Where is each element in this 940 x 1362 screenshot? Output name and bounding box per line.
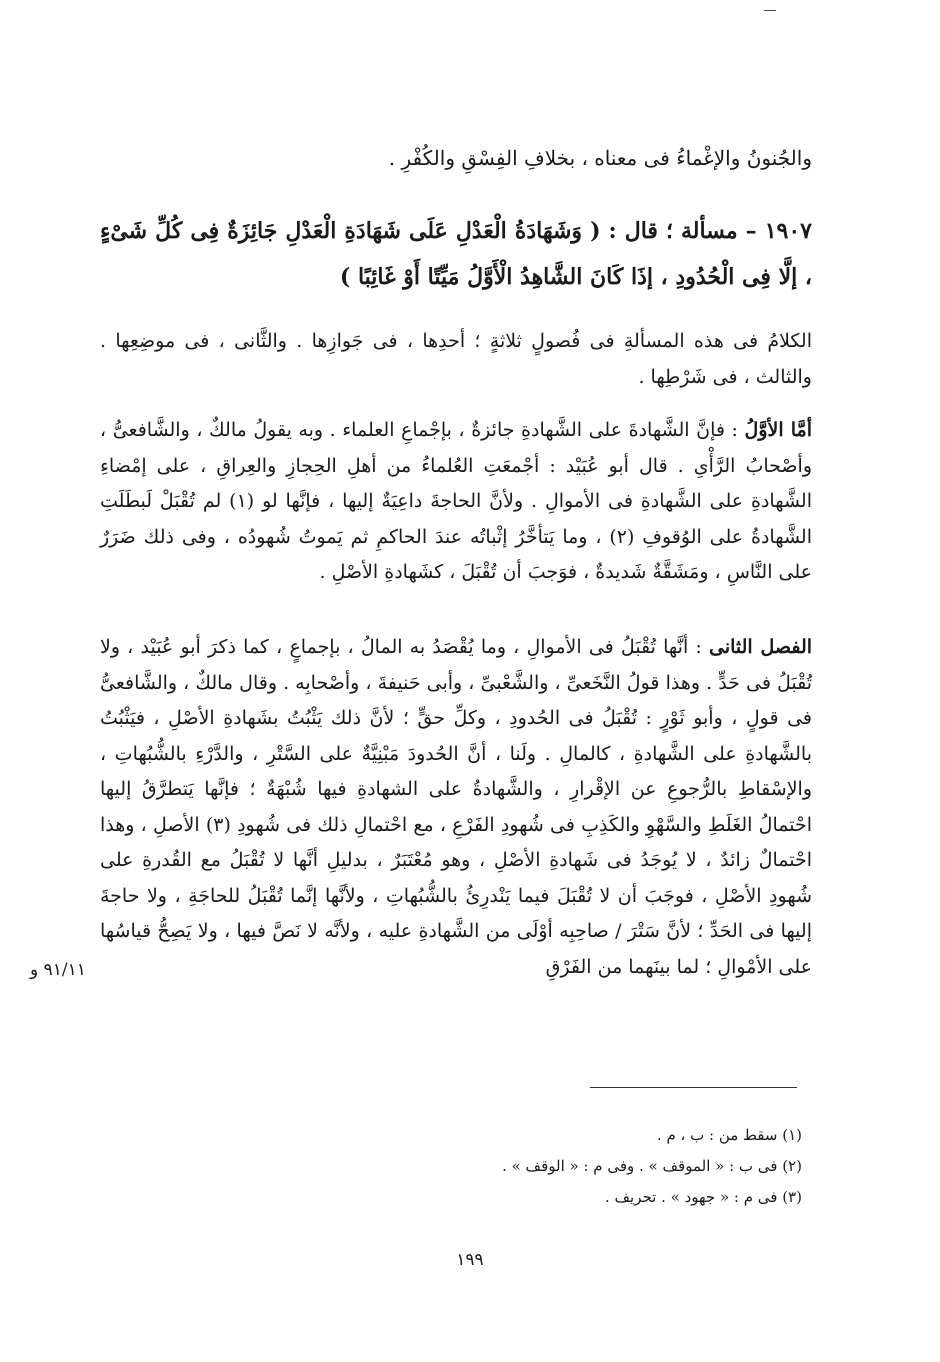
paragraph-intro-text: الكلامُ فى هذه المسألةِ فى فُصولٍ ثلاثةٍ ؛ أحدِها ، فى جَوازِها . والثَّانى ، فى موضِعِها . والثالث ، فى شَرْطِها . [100,330,812,388]
second-section-lead: الفصل الثانى [709,636,813,658]
paragraph-first-section [100,413,812,591]
margin-folio-note: ٩١/١١ و [30,960,86,980]
footnote-2: (٢) فى ب : « الموقف » . وفى م : « الوقف » . [502,1157,802,1175]
issue-text: وَشَهَادَةُ الْعَدْلِ عَلَى شَهَادَةِ الْعَدْلِ جَائِزَةٌ فِى كُلِّ شَىْءٍ ، إلَّا فِى الْحُدُودِ ، إذَا كَانَ الشَّاهِدُ الْأَوَّلُ مَيِّتًا أَوْ غَائِبًا [100,218,812,290]
first-section-text: : فإنَّ الشَّهادةَ على الشَّهادةِ جائزةٌ ، بإجْماعِ العلماء . وبه يقولُ مالكٌ ، والشَّافعىُّ ، وأصْحابُ الرَّأْىِ . قال أبو عُبَيْد : أجْمعَتِ العُلماءُ من أهلِ الحِجازِ والعِراقِ ، على إمْضاءِ الشَّهادةِ على الشَّهادةِ فى الأموالِ . ولأنَّ الحاجةَ داعِيَةٌ إليها ، فإنَّها لو (١) لم تُقْبَلْ لَبطَلَتِ الشَّهادةُ على الوُقوفِ (٢) ، وما يَتأخَّرُ إثْباتُه عندَ الحاكمِ ثم يَموتُ شُهودُه ، وفى ذلك ضَرَرٌ على النَّاسِ ، ومَشَقَّةٌ شَديدةٌ ، فوَجبَ أن تُقْبَلَ ، كشَهادةِ الأصْلِ . [100,419,812,583]
footnote-1: (١) سقط من : ب ، م . [656,1126,802,1144]
top-mark [764,10,776,11]
footnotes [302,1120,802,1213]
page-number: ١٩٩ [456,1250,484,1270]
paragraph-intro [100,324,812,395]
second-section-text: : أنَّها تُقْبَلُ فى الأموالِ ، وما يُقْصَدُ به المالُ ، بإجماعٍ ، كما ذكرَ أبو عُبَيْد ، ولا تُقْبَلُ فى حَدٍّ . وهذا قولُ النَّخَعىِّ ، والشَّعْبىِّ ، وأبى حَنيفةَ ، وأصْحابِه . وقال مالكٌ ، والشَّافعىُّ فى قولٍ ، وأبو ثَوْرٍ : تُقْبَلُ فى الحُدودِ ، وكلِّ حقٍّ ؛ لأنَّ ذلك يَثْبُتُ بشَهادةِ الأصْلِ ، فيَثْبُتُ بالشَّهادةِ على الشَّهادةِ ، كالمالِ . ولَنا ، أنَّ الحُدودَ مَبْنِيَّةٌ على السَّتْرِ ، والدَّرْءِ بالشُّبُهاتِ ، والإسْقاطِ بالرُّجوعِ عن الإقْرارِ ، والشَّهادةُ على الشهادةِ فيها شُبْهَةٌ ؛ فإنَّها يَتطرَّقُ إليها احْتمالُ الغَلَطِ والسَّهْوِ والكَذِبِ فى شُهودِ الفَرْعِ ، مع احْتمالِ ذلك فى شُهودِ (٣) الأصلِ ، وهذا احْتمالٌ زائدٌ ، لا يُوجَدُ فى شَهادةِ الأصْلِ ، وهو مُعْتَبَرٌ ، بدليلِ أنَّها لا تُقْبَلُ مع القُدرةِ على شُهودِ الأصْلِ ، فوجَبَ أن لا تُقْبَلَ فيما يَنْدرِئُ بالشُّبُهاتِ ، ولأنَّها إنَّما تُقْبَلُ للحاجَةِ ، ولا حاجةَ إليها فى الحَدِّ ؛ لأنَّ سَتْرَ / صاحِبِه أوْلَى من الشَّهادةِ عليه ، ولأنَّه لا نَصَّ فيها ، ولا يَصِحُّ قياسُها على الأمْوالِ ؛ لما بينَهما من الفَرْقِ [100,636,812,978]
footnote-3: (٣) فى م : « جهود » . تحريف . [604,1188,802,1206]
first-section-lead: أمَّا الأوَّلُ [744,419,812,441]
footnote-separator [590,1087,797,1088]
issue-lead: – مسألة ؛ قال : ( [590,218,757,244]
intro-line: والجُنونُ والإغْماءُ فى معناه ، بخلافِ الفِسْقِ والكُفْرِ . [388,146,812,170]
issue-heading [100,208,812,300]
issue-close: ) [339,264,351,290]
paragraph-second-section [100,630,812,985]
issue-number: ١٩٠٧ [764,218,812,244]
